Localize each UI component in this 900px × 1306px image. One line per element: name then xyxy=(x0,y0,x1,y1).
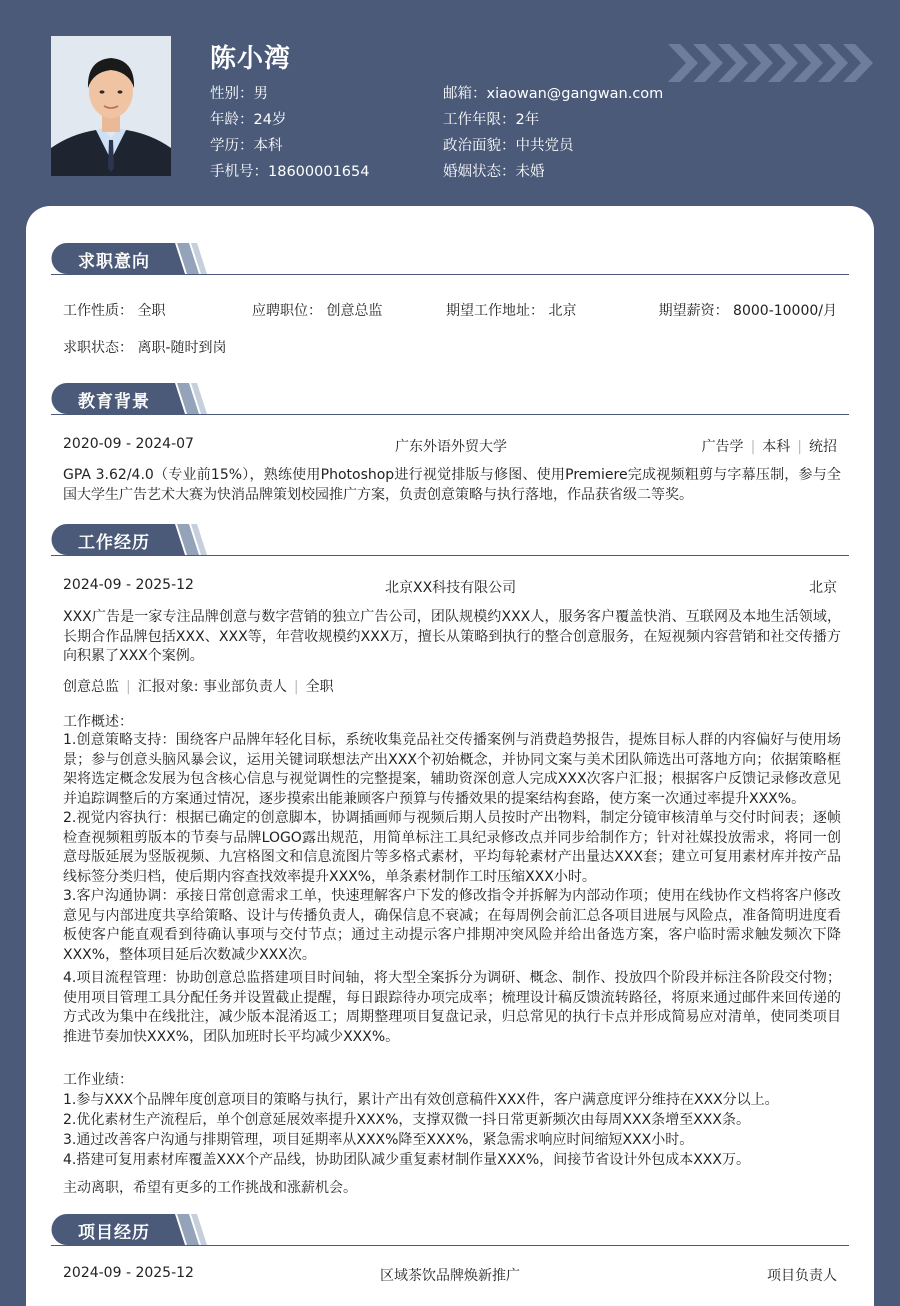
education-dates: 2020-09 - 2024-07 xyxy=(63,436,194,452)
school-name: 广东外语外贸大学 xyxy=(395,439,507,455)
political-field: 政治面貌：中共党员 xyxy=(443,138,574,154)
work-years-field: 工作年限：2年 xyxy=(443,112,540,128)
duty-1: 1.创意策略支持：围绕客户品牌年轻化目标，系统收集竞品社交传播案例与消费趋势报告，提炼目标人群的内容偏好与使用场景；参与创意头脑风暴会议，运用关键词联想法产出XXX个初始概念，并协同文案与美术团队筛选出可落地方向；依据策略框架将选定概念发展为包含核心信息与视觉调性的完整提案，辅助资深创意人完成XXX次客户汇报；根据客户反馈记录修改意见并追踪调整后的方案通过情况，逐步摸索出能兼顾客户预算与传播效果的提案结构套路，使方案一次通过率提升XXX%。 xyxy=(63,732,841,807)
duty-4: 4.项目流程管理：协助创意总监搭建项目时间轴，将大型全案拆分为调研、概念、制作、投放四个阶段并标注各阶段交付物；使用项目管理工具分配任务并设置截止提醒，每日跟踪待办项完成率；梳理设计稿反馈流转路径，将原来通过邮件来回传递的方式改为集中在线批注，减少版本混淆返工；周期整理项目复盘记录，归总常见的执行卡点并形成简易应对清单，使同类项目推进节奏加快XXX%，团队加班时长平均减少XXX%。 xyxy=(63,970,841,1045)
duty-2: 2.视觉内容执行：根据已确定的创意脚本，协调插画师与视频后期人员按时产出物料，制定分镜审核清单与交付时间表；逐帧检查视频粗剪版本的节奏与品牌LOGO露出规范，用简单标注工具纪录修改点并同步给制作方；针对社媒投放需求，将同一创意母版延展为竖版视频、九宫格图文和信息流图片等多格式素材，平均每轮素材产出量达XXX套；建立可复用素材库并按产品线标签分类归档，使后期内容查找效率提升XXX%，单条素材制作工时压缩XXX小时。 xyxy=(63,810,841,885)
project-name: 区域茶饮品牌焕新推广 xyxy=(380,1268,520,1284)
report-to: 汇报对象: 事业部负责人 xyxy=(137,679,287,695)
job-salary: 期望薪资： 8000-10000/月 xyxy=(658,303,837,319)
phone-field: 手机号：18600001654 xyxy=(210,164,370,180)
achievement-2: 2.优化素材生产流程后，单个创意延展效率提升XXX%，支撑双微一抖日常更新频次由每周XXX条增至XXX条。 xyxy=(63,1112,750,1128)
chevron-decoration-icon xyxy=(668,44,878,82)
marital-field: 婚姻状态：未婚 xyxy=(443,164,545,180)
achievement-3: 3.通过改善客户沟通与排期管理，项目延期率从XXX%降至XXX%，紧急需求响应时间缩短XXX小时。 xyxy=(63,1132,694,1148)
job-position: 应聘职位： 创意总监 xyxy=(252,303,383,319)
study-mode: 统招 xyxy=(809,439,837,455)
company-name: 北京XX科技有限公司 xyxy=(385,580,517,596)
profile-photo xyxy=(51,36,171,176)
resume-header xyxy=(0,0,900,210)
company-intro: XXX广告是一家专注品牌创意与数字营销的独立广告公司，团队规模约XXX人，服务客户覆盖快消、互联网及本地生活领域，长期合作品牌包括XXX、XXX等，年营收规模约XXX万，擅长从策略到执行的整合创意服务，在短视频内容营销和社交传播方向积累了XXX个案例。 xyxy=(63,609,841,664)
job-location: 期望工作地址： 北京 xyxy=(446,303,577,319)
section-title: 工作经历 xyxy=(78,533,150,553)
achievement-heading: 工作业绩： xyxy=(63,1072,133,1088)
achievement-1: 1.参与XXX个品牌年度创意项目的策略与执行，累计产出有效创意稿件XXX件，客户满意度评分维持在XXX分以上。 xyxy=(63,1092,779,1108)
duty-3: 3.客户沟通协调：承接日常创意需求工单，快速理解客户下发的修改指令并拆解为内部动作项；使用在线协作文档将客户修改意见与内部进度共享给策略、设计与传播负责人，确保信息不衰减；在每周例会前汇总各项目进展与风险点，准备简明进度看板使客户能直观看到待确认事项与交付节点；通过主动提示客户排期冲突风险并给出备选方案，客户临时需求触发频次下降XXX%，整体项目延后次数减少XXX次。 xyxy=(63,888,841,963)
employment-type: 全职 xyxy=(305,679,334,695)
project-dates: 2024-09 - 2025-12 xyxy=(63,1265,194,1281)
section-title: 求职意向 xyxy=(78,252,150,272)
leave-reason: 主动离职，希望有更多的工作挑战和涨薪机会。 xyxy=(63,1180,357,1196)
section-header-project xyxy=(51,1214,849,1246)
gender-field: 性别：男 xyxy=(210,86,268,102)
degree-field: 学历：本科 xyxy=(210,138,283,154)
section-title: 教育背景 xyxy=(78,392,150,412)
education-description: GPA 3.62/4.0（专业前15%），熟练使用Photoshop进行视觉排版与修图、使用Premiere完成视频粗剪与字幕压制，参与全国大学生广告艺术大赛为快消品牌策划校园推广方案，负责创意策略与执行落地，作品获省级二等奖。 xyxy=(63,467,841,503)
section-header-work xyxy=(51,524,849,556)
education-tags: 广告学 | 本科 | 统招 xyxy=(701,439,837,455)
work-dates: 2024-09 - 2025-12 xyxy=(63,577,194,593)
job-type: 工作性质： 全职 xyxy=(63,303,166,319)
job-status: 求职状态： 离职-随时到岗 xyxy=(63,340,227,356)
candidate-name: 陈小湾 xyxy=(210,44,292,74)
work-tags: 创意总监 | 汇报对象: 事业部负责人 | 全职 xyxy=(63,679,334,695)
section-header-intent xyxy=(51,243,849,275)
work-city: 北京 xyxy=(809,580,837,596)
major: 广告学 xyxy=(701,439,744,455)
achievement-4: 4.搭建可复用素材库覆盖XXX个产品线，协助团队减少重复素材制作量XXX%，间接节省设计外包成本XXX万。 xyxy=(63,1152,750,1168)
age-field: 年龄：24岁 xyxy=(210,112,287,128)
overview-heading: 工作概述： xyxy=(63,714,133,730)
degree: 本科 xyxy=(762,439,791,455)
project-role: 项目负责人 xyxy=(767,1268,837,1284)
email-field: 邮箱：xiaowan@gangwan.com xyxy=(443,86,664,102)
job-title: 创意总监 xyxy=(63,679,119,695)
section-title: 项目经历 xyxy=(78,1223,150,1243)
section-header-education xyxy=(51,383,849,415)
